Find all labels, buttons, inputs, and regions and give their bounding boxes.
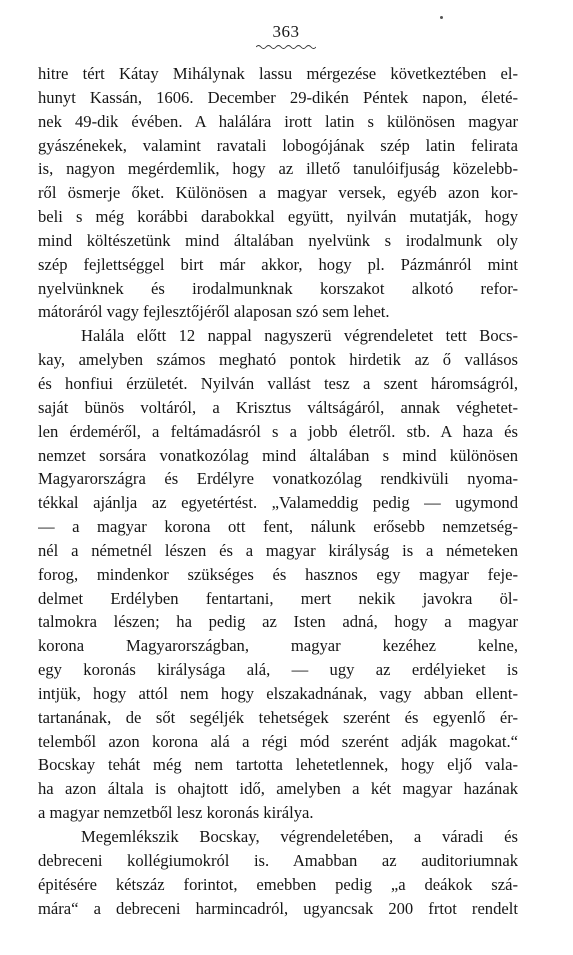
ink-speck [440,16,443,19]
page-number-ornament [256,44,316,50]
text-line: hitre tért Kátay Mihálynak lassu mérgezése következtében el- [38,64,518,83]
text-line: saját bünös voltáról, a Krisztus váltságáról, annak véghetet- [38,397,518,417]
text-line: korona Magyarországban, magyar kezéhez kelne, [38,636,518,656]
text-line-paragraph-start: Megemlékszik Bocskay, végrendeletében, a váradi és [81,827,518,846]
text-line: Magyarországra és Erdélyre vonatkozólag rendkivüli nyoma- [38,469,518,489]
text-line: kay, amelyben számos megható pontok hirdetik az ő vallásos [38,350,518,370]
text-line: mára“ a debreceni harmincadról, ugyancsak 200 frtot rendelt [38,898,518,918]
text-line: intjük, hogy attól nem hogy elszakadnának, vagy abban ellent- [38,683,518,703]
text-line: Bocskay tehát még nem tartotta lehetetlennek, hogy eljő vala- [38,755,518,775]
text-line: nemzet sorsára vonatkozólag mind általában s mind különösen [38,445,518,465]
text-line: forog, mindenkor szükséges és hasznos egy magyar feje- [38,564,518,584]
text-line: telemből azon korona alá a régi mód szerént adják magokat.“ [38,731,518,751]
text-line: és honfiui érzületét. Nyilván vallást tesz a szent háromságról, [38,373,518,393]
text-line: beli s még korábbi darabokkal együtt, nyilván mutatják, hogy [38,207,518,227]
page-number: 363 [272,22,300,41]
text-line: egy koronás királysága alá, — ugy az erdélyieket is [38,660,518,680]
text-line: talmokra lészen; ha pedig az Isten adná, hogy a magyar [38,612,518,632]
text-line: debreceni kollégiumokról is. Amabban az auditoriumnak [38,850,518,870]
text-line: épitésére kétszáz forintot, emebben pedig „a deákok szá- [38,874,518,894]
text-line: mind költészetünk mind általában nyelvünk s irodalmunk oly [38,230,518,250]
text-line: nél a németnél lészen és a magyar királyság is a németeken [38,540,518,560]
text-line: len érdeméről, a feltámadásról s a jobb életről. stb. A haza és [38,421,518,441]
text-line-paragraph-start: Halála előtt 12 nappal nagyszerü végrendeletet tett Bocs- [81,326,518,346]
text-line: hunyt Kassán, 1606. December 29-dikén Péntek napon, életé- [38,87,518,107]
text-line: delmet Erdélyben fentartani, mert nekik javokra öl- [38,588,518,608]
text-line: mátoráról vagy fejlesztőjéről alaposan szó sem lehet. [38,302,390,322]
text-line: a magyar nemzetből lesz koronás királya. [38,803,314,823]
text-line: gyászénekek, valamint ravatali lobogójának szép latin felirata [38,135,518,155]
text-line: nyelvünknek és irodalmunknak korszakot alkotó refor- [38,278,518,298]
text-line: tékkal ajánlja az egyetértést. „Valameddig pedig — ugymond [38,493,518,513]
text-line: nek 49-dik évében. A halálára irott latin s különösen magyar [38,111,518,131]
text-line: szép fejlettséggel birt már akkor, hogy pl. Pázmánról mint [38,254,518,274]
text-line: — a magyar korona ott fent, nálunk erősebb nemzetség- [38,517,518,537]
text-line: is, nagyon megérdemlik, hogy az illető tanulóifjuság közelebb- [38,159,518,179]
text-line: ha azon általa is ohajtott idő, amelyben a két magyar hazának [38,779,518,799]
body-text [38,62,518,920]
text-line: ről ösmerje őket. Különösen a magyar versek, egyéb azon kor- [38,183,518,203]
text-line: tartanának, de sőt segéljék tehetségek szerént és egyenlő ér- [38,707,518,727]
